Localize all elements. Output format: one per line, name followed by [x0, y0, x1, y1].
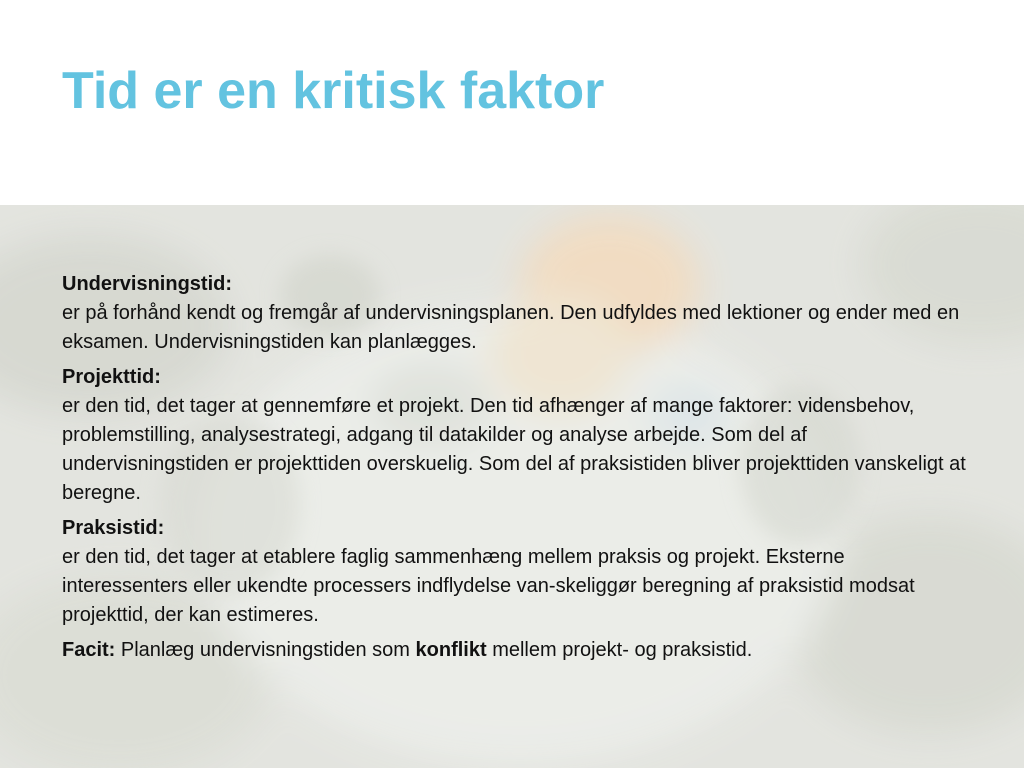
section-heading: Praksistid: [62, 517, 165, 539]
slide-title: Tid er en kritisk faktor [62, 62, 605, 120]
slide-body [62, 270, 967, 665]
section-projekttid [62, 363, 967, 508]
facit-text-before: Planlæg undervisningstiden som [115, 639, 416, 661]
section-heading: Projekttid: [62, 366, 161, 388]
section-heading: Undervisningstid: [62, 273, 233, 295]
facit-label: Facit: [62, 639, 116, 661]
facit-line [62, 636, 967, 665]
section-undervisningstid [62, 270, 967, 357]
section-praksistid [62, 514, 967, 630]
facit-emphasis: konflikt [415, 639, 487, 661]
section-body: er på forhånd kendt og fremgår af undervisningsplanen. Den udfyldes med lektioner og ender med en eksamen. Undervisningstiden kan planlægges. [62, 302, 960, 353]
section-body: er den tid, det tager at gennemføre et projekt. Den tid afhænger af mange faktorer: vidensbehov, problemstilling, analysestrategi, adgang til datakilder og analyse arbejde. Som del af undervisningstiden er projekttiden overskuelig. Som del af praksistiden bliver projekttiden vanskeligt at beregne. [62, 395, 966, 504]
facit-text-after: mellem projekt- og praksistid. [486, 639, 753, 661]
section-body: er den tid, det tager at etablere faglig sammenhæng mellem praksis og projekt. Eksterne interessenters eller ukendte processers indflydelse van-skeliggør beregning af praksistid modsat projekttid, der kan estimeres. [62, 546, 915, 626]
